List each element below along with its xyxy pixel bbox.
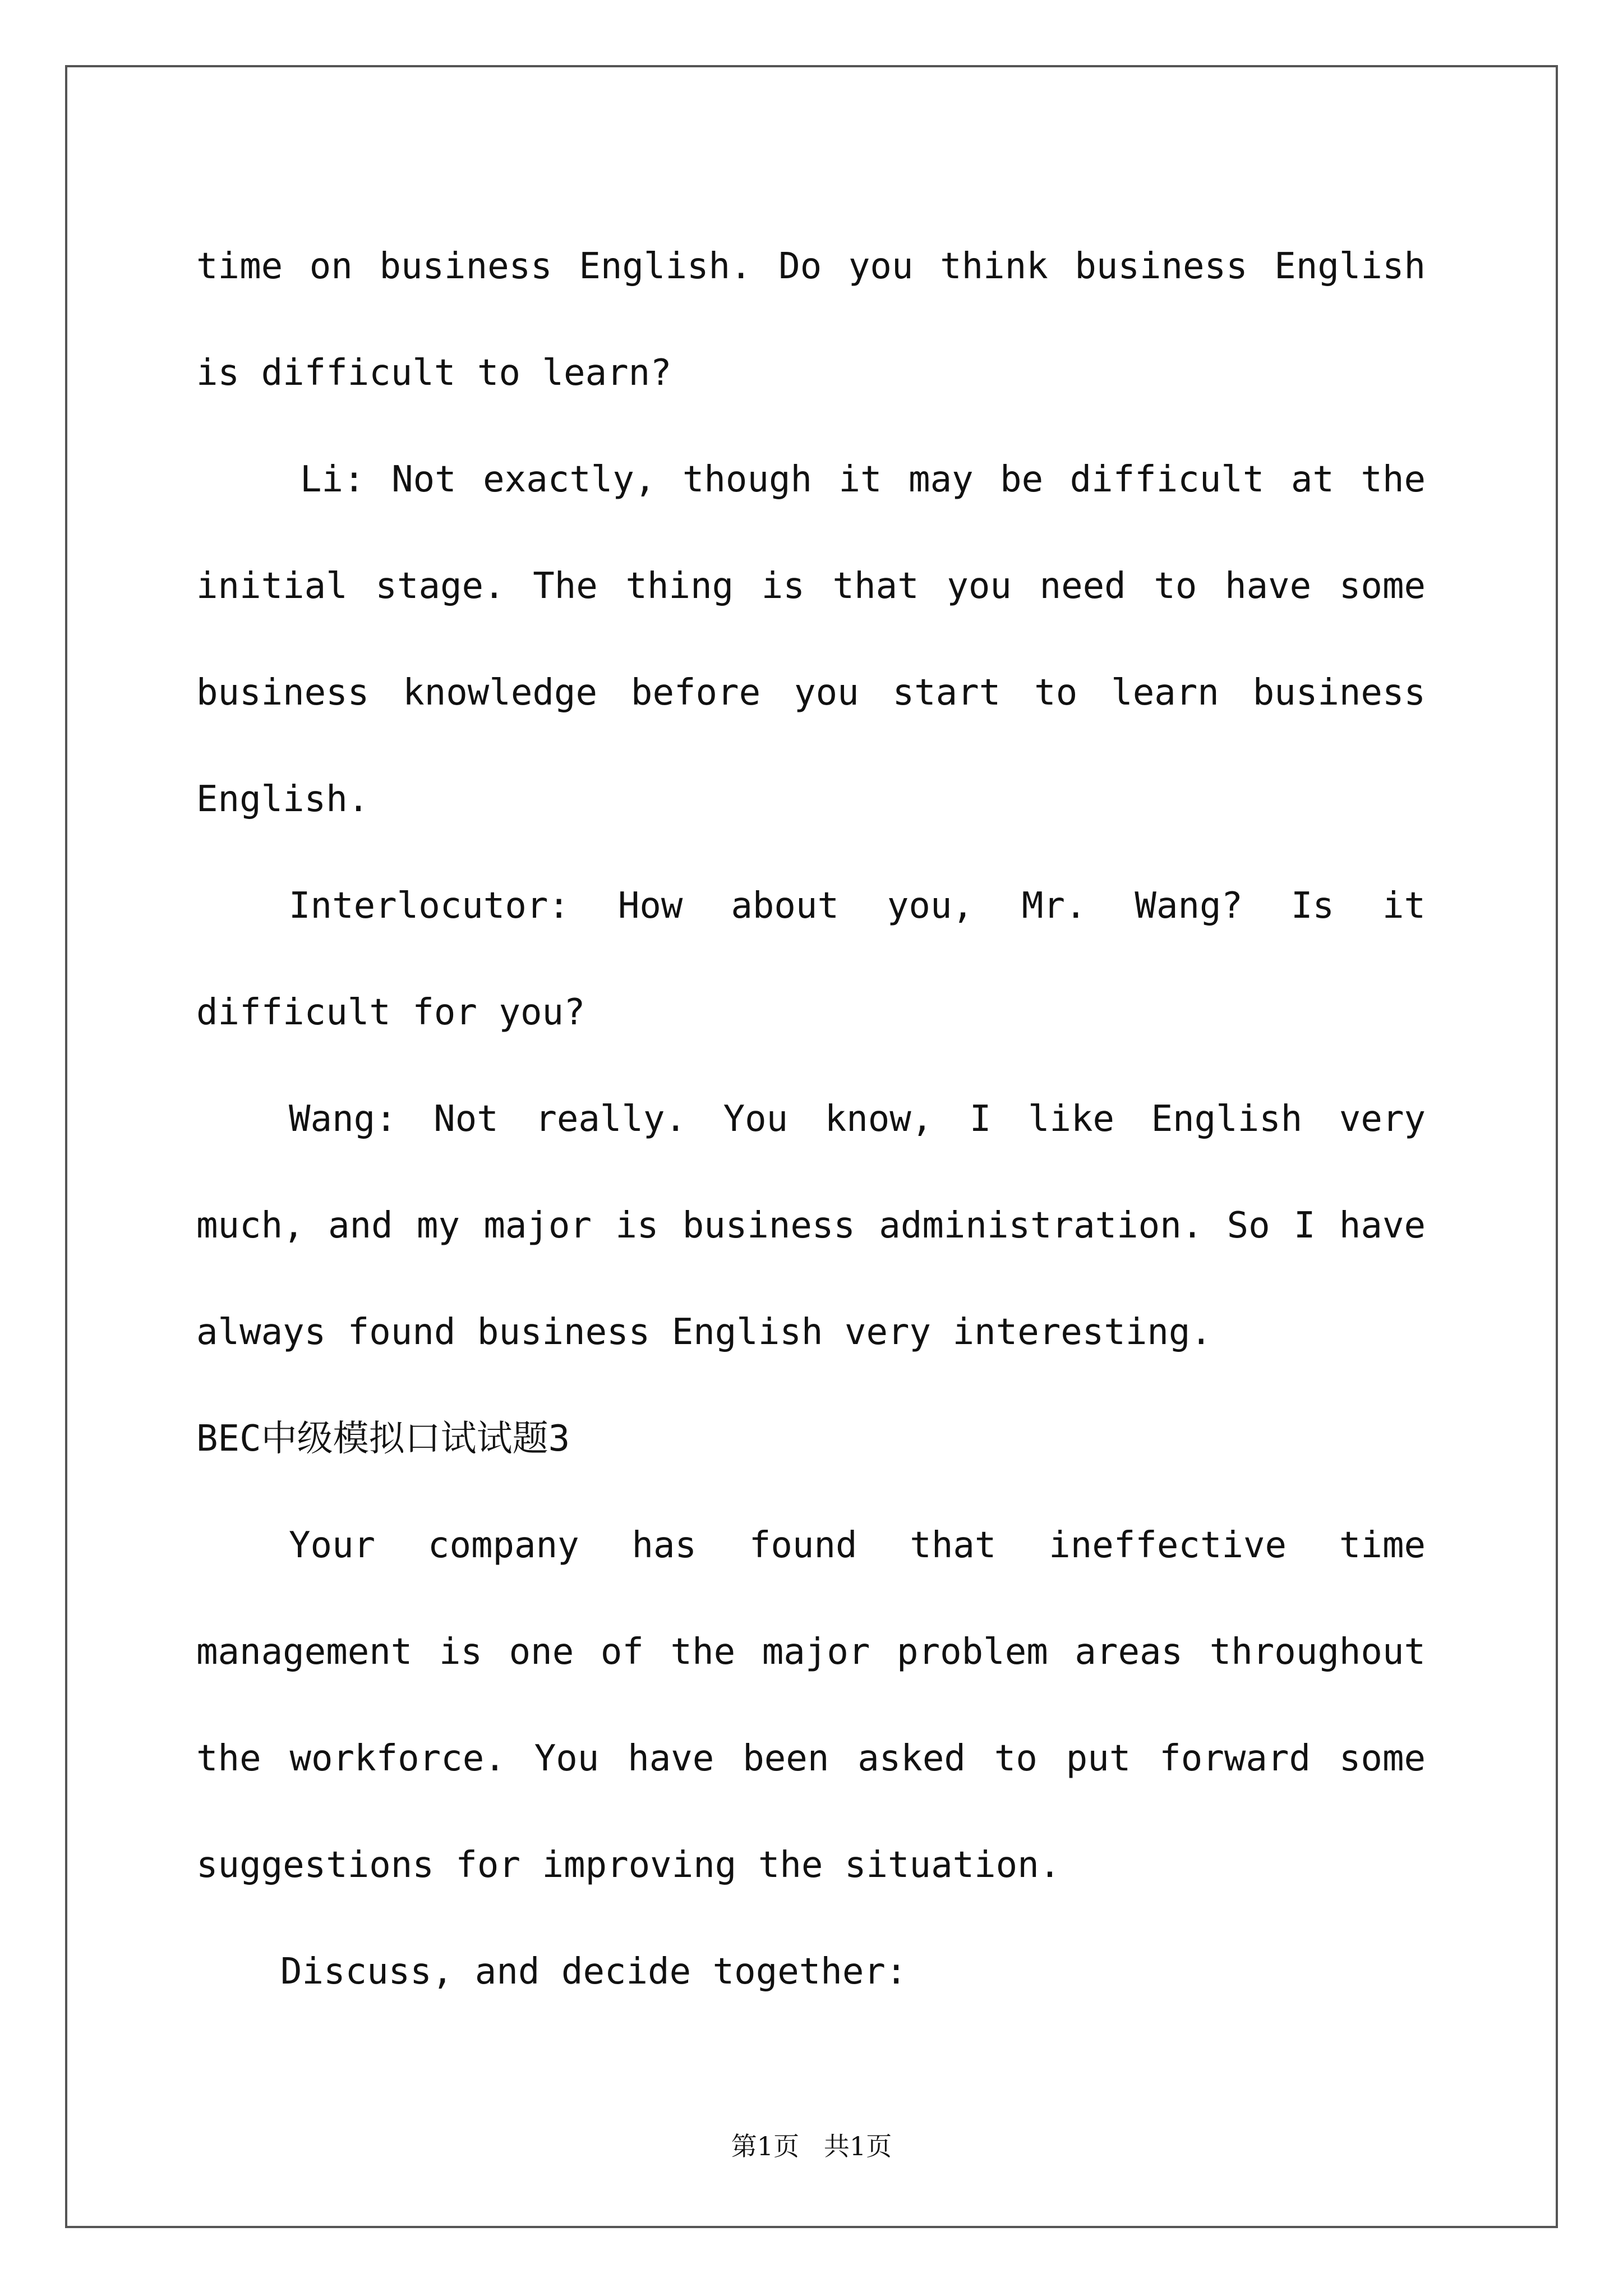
paragraph-li-answer: Li: Not exactly, though it may be difficult at the initial stage. The thing is that you need to have some business knowledge before you start to learn business English. bbox=[196, 459, 1426, 820]
paragraph-task-description: Your company has found that ineffective time management is one of the major problem areas throughout the workforce. You have been asked to put forward some suggestions for improving the situation. bbox=[196, 1525, 1426, 1886]
section-heading: BEC中级模拟口试试题3 bbox=[196, 1418, 570, 1460]
paragraph-discuss-prompt: Discuss, and decide together: bbox=[280, 1951, 907, 1993]
page-number-footer: 第1页 共1页 bbox=[731, 2131, 892, 2161]
paragraph-interlocutor-question: Interlocutor: How about you, Mr. Wang? Is it difficult for you? bbox=[196, 885, 1426, 1033]
paragraph-wang-answer: Wang: Not really. You know, I like English very much, and my major is business administration. So I have always found business English very interesting. bbox=[196, 1098, 1426, 1353]
document-body bbox=[196, 213, 1426, 2025]
paragraph-continuation: time on business English. Do you think business English is difficult to learn? bbox=[196, 246, 1426, 394]
